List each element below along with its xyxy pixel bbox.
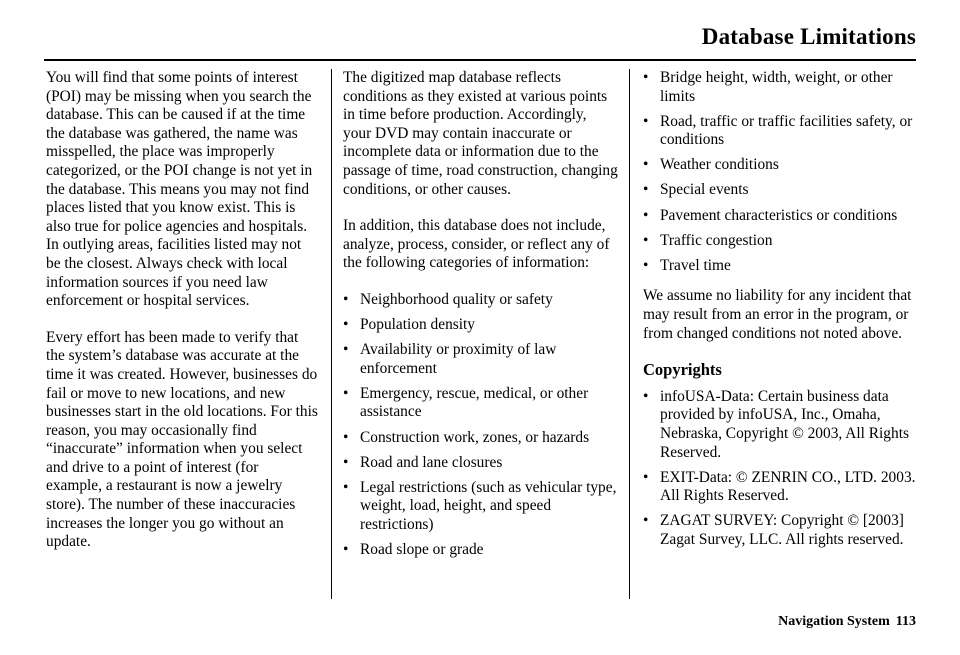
footer-section-name: Navigation System	[778, 614, 890, 629]
paragraph-accuracy: Every effort has been made to verify that the system’s database was accurate at the time it was created. However, businesses do fail or move to new locations, and new businesses start in the old locations. For this reason, you may occasionally find “inaccurate” information when you select and drive to a point of interest (for example, a restaurant is now a jewelry store). The number of these inaccuracies increases the longer you go without an update.	[46, 328, 318, 551]
list-item: • Bridge height, width, weight, or other limits	[643, 69, 919, 106]
paragraph-liability: We assume no liability for any incident that may result from an error in the program, or from changed conditions not noted above.	[643, 287, 912, 342]
list-item: • Travel time	[643, 257, 919, 276]
list-item: • Road, traffic or traffic facilities safety, or conditions	[643, 113, 919, 150]
list-item: • Pavement characteristics or conditions	[643, 207, 919, 226]
list-item: • Construction work, zones, or hazards	[343, 429, 618, 448]
list-item: • Road and lane closures	[343, 454, 618, 473]
paragraph-categories-intro: In addition, this database does not include, analyze, process, consider, or reflect any of the following categories of information:	[343, 217, 610, 272]
excluded-categories-list	[343, 291, 618, 560]
paragraph-map-database: The digitized map database reflects conditions as they existed at various points in time before production. Accordingly, your DVD may contain inaccurate or incomplete data or information due to the passage of time, road construction, changing conditions, or other causes.	[343, 69, 618, 198]
list-item: • Emergency, rescue, medical, or other assistance	[343, 385, 618, 422]
list-item: • Legal restrictions (such as vehicular type, weight, load, height, and speed restrictions)	[343, 479, 618, 535]
list-item: • Weather conditions	[643, 156, 919, 175]
list-item: • Traffic congestion	[643, 232, 919, 251]
column-3	[643, 69, 919, 556]
list-item: • Neighborhood quality or safety	[343, 291, 618, 310]
column-divider	[629, 69, 630, 599]
list-item: • EXIT-Data: © ZENRIN CO., LTD. 2003. All Rights Reserved.	[643, 469, 919, 506]
column-1	[46, 69, 318, 570]
title-rule	[44, 59, 916, 61]
list-item: • infoUSA-Data: Certain business data provided by infoUSA, Inc., Omaha, Nebraska, Copyright © 2003, All Rights Reserved.	[643, 388, 919, 462]
list-item: • Special events	[643, 181, 919, 200]
list-item: • Population density	[343, 316, 618, 335]
column-divider	[331, 69, 332, 599]
copyrights-heading: Copyrights	[643, 360, 722, 380]
list-item: • ZAGAT SURVEY: Copyright © [2003] Zagat Survey, LLC. All rights reserved.	[643, 512, 919, 549]
paragraph-poi-missing: You will find that some points of interest (POI) may be missing when you search the database. This can be caused if at the time the database was gathered, the name was misspelled, the place was improperly categorized, or the POI change is not yet in the database. This means you may not find places listed that you know exist. This is also true for police agencies and hospitals. In outlying areas, facilities listed may not be the closest. Always check with local information sources if you need law enforcement or hospital services.	[46, 69, 313, 310]
excluded-categories-list-continued	[643, 69, 919, 275]
copyrights-list	[643, 388, 919, 550]
page-number: 113	[895, 614, 916, 629]
list-item: • Availability or proximity of law enforcement	[343, 341, 618, 378]
list-item: • Road slope or grade	[343, 541, 618, 560]
page-title: Database Limitations	[701, 24, 916, 49]
column-2	[343, 69, 618, 566]
page-footer	[778, 614, 916, 630]
